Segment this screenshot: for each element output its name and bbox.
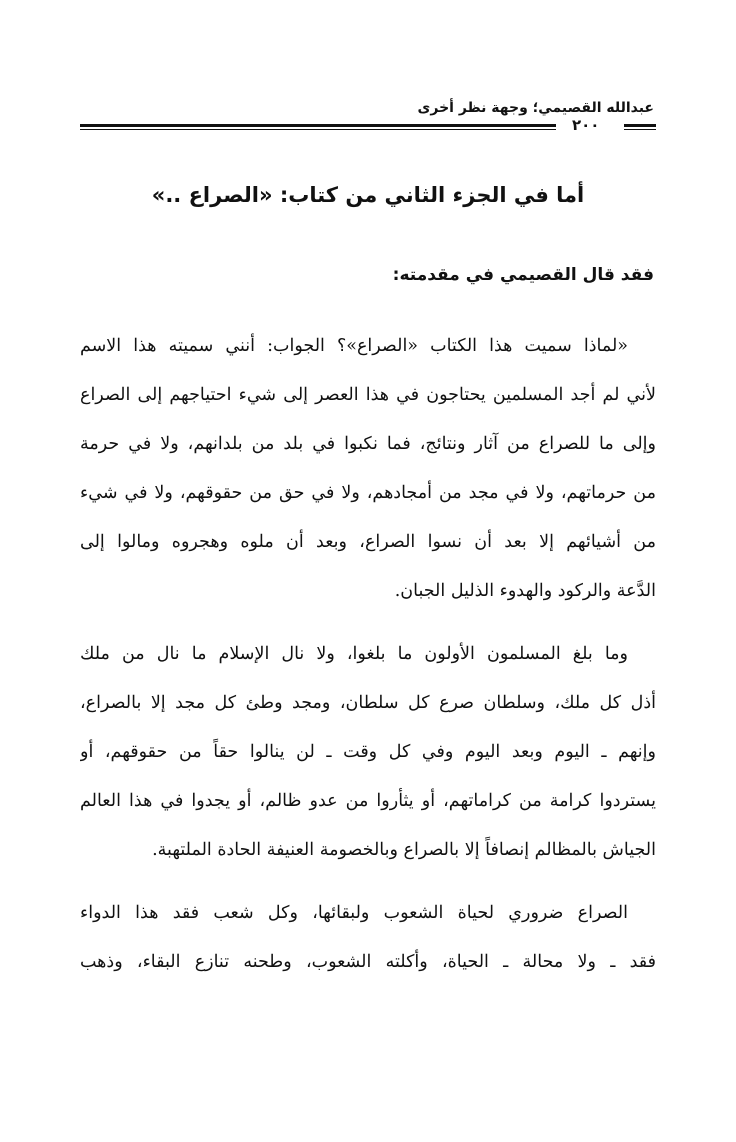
text-line: من أشيائهم إلا بعد أن نسوا الصراع، وبعد أن ملوه وهجروه ومالوا إلى: [80, 532, 656, 552]
header-rule-long: [80, 124, 556, 130]
running-header: [0, 100, 736, 140]
text-line: «لماذا سميت هذا الكتاب «الصراع»؟ الجواب: أنني سميته هذا الاسم: [80, 336, 628, 356]
sub-heading: فقد قال القصيمي في مقدمته:: [392, 265, 654, 285]
text-line: وإنهم ـ اليوم وبعد اليوم وفي كل وقت ـ لن ينالوا حقاً من حقوقهم، أو: [80, 742, 656, 762]
text-line: من حرماتهم، ولا في مجد من أمجادهم، ولا في حق من حقوقهم، ولا في شيء: [80, 483, 656, 503]
text-line: وإلى ما للصراع من آثار ونتائج، فما نكبوا في بلد من بلدانهم، ولا في حرمة: [80, 434, 656, 454]
text-line: يستردوا كرامة من كراماتهم، أو يثأروا من عدو ظالم، أو يجدوا في هذا العالم: [80, 791, 656, 811]
text-line: الجياش بالمظالم إنصافاً إلا بالصراع وبالخصومة العنيفة الحادة الملتهبة.: [152, 840, 656, 860]
running-title: عبدالله القصيمي؛ وجهة نظر أخرى: [417, 100, 654, 116]
text-line: أذل كل ملك، وسلطان صرع كل سلطان، ومجد وطئ كل مجد إلا بالصراع،: [80, 693, 656, 713]
body-text: [80, 322, 656, 987]
text-line: لأني لم أجد المسلمين يحتاجون في هذا العصر إلى شيء احتياجهم إلى الصراع: [80, 385, 656, 405]
header-rule-short: [624, 124, 656, 130]
text-line: فقد ـ ولا محالة ـ الحياة، وأكلته الشعوب، وطحنه تنازع البقاء، وذهب: [80, 952, 656, 972]
text-line: الصراع ضروري لحياة الشعوب ولبقائها، وكل شعب فقد هذا الدواء: [80, 903, 628, 923]
page-number: ٢٠٠: [572, 116, 600, 134]
text-line: وما بلغ المسلمون الأولون ما بلغوا، ولا نال الإسلام ما نال من ملك: [80, 644, 628, 664]
text-line: الدَّعة والركود والهدوء الذليل الجبان.: [394, 581, 656, 601]
chapter-heading: أما في الجزء الثاني من كتاب: «الصراع ..»: [151, 183, 585, 207]
